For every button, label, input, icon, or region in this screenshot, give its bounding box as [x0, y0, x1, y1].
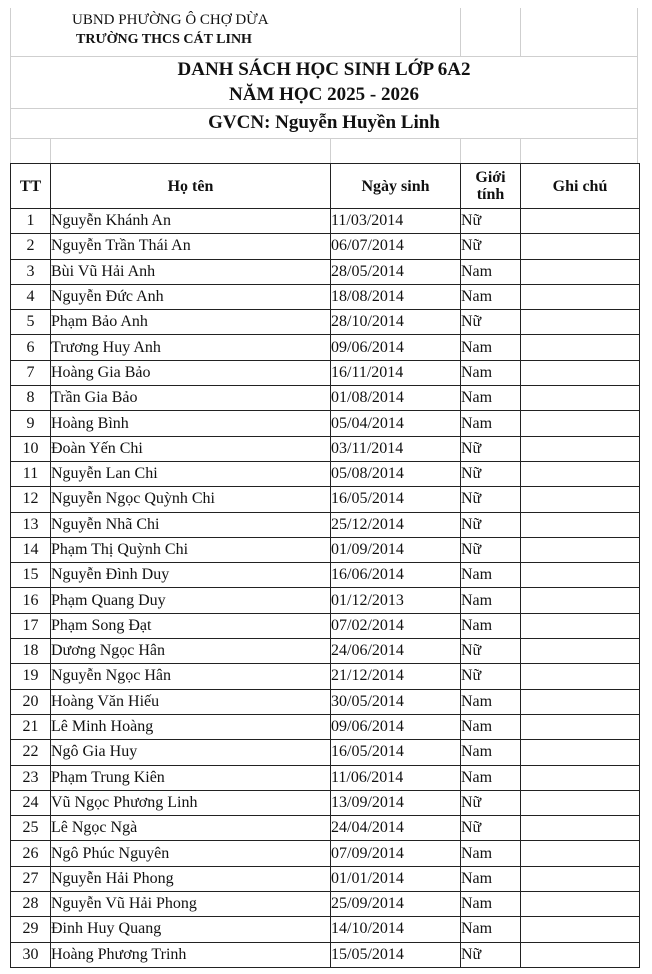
- table-row: [11, 613, 640, 638]
- col-header-name: Họ tên: [51, 164, 331, 209]
- gender-cell: Nam: [461, 284, 521, 309]
- table-body: [11, 209, 640, 968]
- grid-line: [460, 138, 461, 163]
- table-row: [11, 360, 640, 385]
- student-name-cell: Nguyễn Lan Chi: [51, 461, 331, 486]
- row-number-cell: 8: [11, 386, 51, 411]
- col-header-dob: Ngày sinh: [331, 164, 461, 209]
- birth-date-cell: 16/05/2014: [331, 740, 461, 765]
- note-cell: [521, 689, 640, 714]
- gender-cell: Nam: [461, 259, 521, 284]
- birth-date-cell: 01/12/2013: [331, 588, 461, 613]
- gender-cell: Nữ: [461, 310, 521, 335]
- gender-cell: Nam: [461, 892, 521, 917]
- birth-date-cell: 07/09/2014: [331, 841, 461, 866]
- gender-cell: Nam: [461, 411, 521, 436]
- row-number-cell: 3: [11, 259, 51, 284]
- birth-date-cell: 01/01/2014: [331, 866, 461, 891]
- note-cell: [521, 310, 640, 335]
- note-cell: [521, 487, 640, 512]
- table-row: [11, 436, 640, 461]
- table-row: [11, 234, 640, 259]
- grid-line: [10, 138, 638, 139]
- student-name-cell: Lê Ngọc Ngà: [51, 816, 331, 841]
- student-name-cell: Phạm Quang Duy: [51, 588, 331, 613]
- row-number-cell: 6: [11, 335, 51, 360]
- note-cell: [521, 537, 640, 562]
- birth-date-cell: 18/08/2014: [331, 284, 461, 309]
- table-row: [11, 639, 640, 664]
- birth-date-cell: 09/06/2014: [331, 714, 461, 739]
- student-name-cell: Phạm Trung Kiên: [51, 765, 331, 790]
- table-row: [11, 563, 640, 588]
- row-number-cell: 27: [11, 866, 51, 891]
- row-number-cell: 4: [11, 284, 51, 309]
- birth-date-cell: 24/06/2014: [331, 639, 461, 664]
- student-name-cell: Hoàng Phương Trinh: [51, 942, 331, 967]
- gender-cell: Nữ: [461, 487, 521, 512]
- student-name-cell: Nguyễn Hải Phong: [51, 866, 331, 891]
- row-number-cell: 26: [11, 841, 51, 866]
- student-name-cell: Phạm Song Đạt: [51, 613, 331, 638]
- grid-line: [460, 8, 461, 56]
- row-number-cell: 18: [11, 639, 51, 664]
- birth-date-cell: 09/06/2014: [331, 335, 461, 360]
- student-name-cell: Trương Huy Anh: [51, 335, 331, 360]
- student-name-cell: Nguyễn Đình Duy: [51, 563, 331, 588]
- row-number-cell: 28: [11, 892, 51, 917]
- birth-date-cell: 06/07/2014: [331, 234, 461, 259]
- birth-date-cell: 16/05/2014: [331, 487, 461, 512]
- student-table: [10, 163, 640, 968]
- birth-date-cell: 11/06/2014: [331, 765, 461, 790]
- note-cell: [521, 714, 640, 739]
- row-number-cell: 10: [11, 436, 51, 461]
- grid-line: [10, 56, 638, 57]
- birth-date-cell: 21/12/2014: [331, 664, 461, 689]
- gender-cell: Nam: [461, 563, 521, 588]
- note-cell: [521, 411, 640, 436]
- student-name-cell: Nguyễn Trần Thái An: [51, 234, 331, 259]
- table-row: [11, 917, 640, 942]
- note-cell: [521, 563, 640, 588]
- birth-date-cell: 30/05/2014: [331, 689, 461, 714]
- table-row: [11, 284, 640, 309]
- note-cell: [521, 816, 640, 841]
- birth-date-cell: 16/11/2014: [331, 360, 461, 385]
- table-row: [11, 461, 640, 486]
- note-cell: [521, 942, 640, 967]
- row-number-cell: 15: [11, 563, 51, 588]
- row-number-cell: 17: [11, 613, 51, 638]
- birth-date-cell: 25/09/2014: [331, 892, 461, 917]
- table-row: [11, 512, 640, 537]
- table-header-row: [11, 164, 640, 209]
- note-cell: [521, 790, 640, 815]
- note-cell: [521, 284, 640, 309]
- student-name-cell: Phạm Bảo Anh: [51, 310, 331, 335]
- row-number-cell: 30: [11, 942, 51, 967]
- table-row: [11, 689, 640, 714]
- row-number-cell: 22: [11, 740, 51, 765]
- gender-cell: Nữ: [461, 639, 521, 664]
- table-row: [11, 537, 640, 562]
- birth-date-cell: 28/10/2014: [331, 310, 461, 335]
- gender-cell: Nữ: [461, 436, 521, 461]
- table-row: [11, 841, 640, 866]
- student-name-cell: Hoàng Văn Hiếu: [51, 689, 331, 714]
- col-header-gender-line1: Giới: [475, 169, 506, 186]
- student-name-cell: Nguyễn Ngọc Hân: [51, 664, 331, 689]
- table-row: [11, 335, 640, 360]
- note-cell: [521, 664, 640, 689]
- homeroom-teacher: GVCN: Nguyễn Huyền Linh: [208, 112, 440, 133]
- row-number-cell: 7: [11, 360, 51, 385]
- row-number-cell: 25: [11, 816, 51, 841]
- row-number-cell: 29: [11, 917, 51, 942]
- student-name-cell: Ngô Phúc Nguyên: [51, 841, 331, 866]
- table-row: [11, 740, 640, 765]
- gender-cell: Nam: [461, 714, 521, 739]
- student-name-cell: Ngô Gia Huy: [51, 740, 331, 765]
- document-title: DANH SÁCH HỌC SINH LỚP 6A2: [177, 59, 471, 80]
- student-name-cell: Đinh Huy Quang: [51, 917, 331, 942]
- row-number-cell: 11: [11, 461, 51, 486]
- note-cell: [521, 209, 640, 234]
- table-row: [11, 487, 640, 512]
- birth-date-cell: 07/02/2014: [331, 613, 461, 638]
- student-name-cell: Nguyễn Vũ Hải Phong: [51, 892, 331, 917]
- row-number-cell: 12: [11, 487, 51, 512]
- school-year: NĂM HỌC 2025 - 2026: [229, 84, 419, 105]
- birth-date-cell: 03/11/2014: [331, 436, 461, 461]
- gender-cell: Nam: [461, 866, 521, 891]
- table-row: [11, 816, 640, 841]
- grid-line: [520, 8, 521, 56]
- table-row: [11, 259, 640, 284]
- student-name-cell: Đoàn Yến Chi: [51, 436, 331, 461]
- gender-cell: Nam: [461, 386, 521, 411]
- grid-line: [330, 138, 331, 163]
- gender-cell: Nam: [461, 335, 521, 360]
- table-row: [11, 942, 640, 967]
- table-row: [11, 411, 640, 436]
- note-cell: [521, 335, 640, 360]
- note-cell: [521, 866, 640, 891]
- birth-date-cell: 16/06/2014: [331, 563, 461, 588]
- birth-date-cell: 01/08/2014: [331, 386, 461, 411]
- table-row: [11, 386, 640, 411]
- col-header-gender-line2: tính: [476, 186, 505, 203]
- org-line-1: UBND PHƯỜNG Ô CHỢ DỪA: [72, 12, 269, 28]
- gender-cell: Nữ: [461, 234, 521, 259]
- gender-cell: Nam: [461, 360, 521, 385]
- student-name-cell: Nguyễn Khánh An: [51, 209, 331, 234]
- student-name-cell: Phạm Thị Quỳnh Chi: [51, 537, 331, 562]
- note-cell: [521, 386, 640, 411]
- gender-cell: Nữ: [461, 942, 521, 967]
- gender-cell: Nữ: [461, 209, 521, 234]
- student-name-cell: Hoàng Bình: [51, 411, 331, 436]
- gender-cell: Nam: [461, 841, 521, 866]
- gender-cell: Nữ: [461, 664, 521, 689]
- table-row: [11, 866, 640, 891]
- birth-date-cell: 24/04/2014: [331, 816, 461, 841]
- note-cell: [521, 461, 640, 486]
- note-cell: [521, 259, 640, 284]
- grid-line: [50, 138, 51, 163]
- col-header-gender: [461, 164, 521, 209]
- note-cell: [521, 841, 640, 866]
- note-cell: [521, 740, 640, 765]
- note-cell: [521, 360, 640, 385]
- gender-cell: Nữ: [461, 512, 521, 537]
- student-name-cell: Nguyễn Nhã Chi: [51, 512, 331, 537]
- birth-date-cell: 13/09/2014: [331, 790, 461, 815]
- note-cell: [521, 765, 640, 790]
- row-number-cell: 19: [11, 664, 51, 689]
- birth-date-cell: 05/04/2014: [331, 411, 461, 436]
- table-row: [11, 209, 640, 234]
- row-number-cell: 16: [11, 588, 51, 613]
- table-row: [11, 765, 640, 790]
- birth-date-cell: 05/08/2014: [331, 461, 461, 486]
- table-row: [11, 664, 640, 689]
- birth-date-cell: 15/05/2014: [331, 942, 461, 967]
- student-name-cell: Nguyễn Đức Anh: [51, 284, 331, 309]
- note-cell: [521, 588, 640, 613]
- grid-line: [520, 138, 521, 163]
- gender-cell: Nữ: [461, 461, 521, 486]
- gender-cell: Nữ: [461, 816, 521, 841]
- student-name-cell: Nguyễn Ngọc Quỳnh Chi: [51, 487, 331, 512]
- table-row: [11, 790, 640, 815]
- col-header-note: Ghi chú: [521, 164, 640, 209]
- gender-cell: Nam: [461, 740, 521, 765]
- row-number-cell: 2: [11, 234, 51, 259]
- birth-date-cell: 11/03/2014: [331, 209, 461, 234]
- note-cell: [521, 892, 640, 917]
- gender-cell: Nữ: [461, 790, 521, 815]
- row-number-cell: 21: [11, 714, 51, 739]
- birth-date-cell: 28/05/2014: [331, 259, 461, 284]
- note-cell: [521, 436, 640, 461]
- birth-date-cell: 14/10/2014: [331, 917, 461, 942]
- row-number-cell: 24: [11, 790, 51, 815]
- student-name-cell: Bùi Vũ Hải Anh: [51, 259, 331, 284]
- gender-cell: Nam: [461, 613, 521, 638]
- note-cell: [521, 639, 640, 664]
- org-line-2: TRƯỜNG THCS CÁT LINH: [76, 32, 252, 47]
- table-row: [11, 892, 640, 917]
- table-row: [11, 588, 640, 613]
- table-row: [11, 310, 640, 335]
- note-cell: [521, 613, 640, 638]
- student-name-cell: Hoàng Gia Bảo: [51, 360, 331, 385]
- gender-cell: Nam: [461, 765, 521, 790]
- gender-cell: Nam: [461, 588, 521, 613]
- row-number-cell: 1: [11, 209, 51, 234]
- row-number-cell: 13: [11, 512, 51, 537]
- row-number-cell: 20: [11, 689, 51, 714]
- student-name-cell: Lê Minh Hoàng: [51, 714, 331, 739]
- birth-date-cell: 01/09/2014: [331, 537, 461, 562]
- gender-cell: Nam: [461, 917, 521, 942]
- gender-cell: Nữ: [461, 537, 521, 562]
- grid-line: [10, 108, 638, 109]
- student-name-cell: Trần Gia Bảo: [51, 386, 331, 411]
- row-number-cell: 9: [11, 411, 51, 436]
- row-number-cell: 14: [11, 537, 51, 562]
- birth-date-cell: 25/12/2014: [331, 512, 461, 537]
- note-cell: [521, 512, 640, 537]
- row-number-cell: 23: [11, 765, 51, 790]
- gender-cell: Nam: [461, 689, 521, 714]
- row-number-cell: 5: [11, 310, 51, 335]
- student-name-cell: Dương Ngọc Hân: [51, 639, 331, 664]
- table-row: [11, 714, 640, 739]
- note-cell: [521, 917, 640, 942]
- note-cell: [521, 234, 640, 259]
- student-name-cell: Vũ Ngọc Phương Linh: [51, 790, 331, 815]
- col-header-tt: TT: [11, 164, 51, 209]
